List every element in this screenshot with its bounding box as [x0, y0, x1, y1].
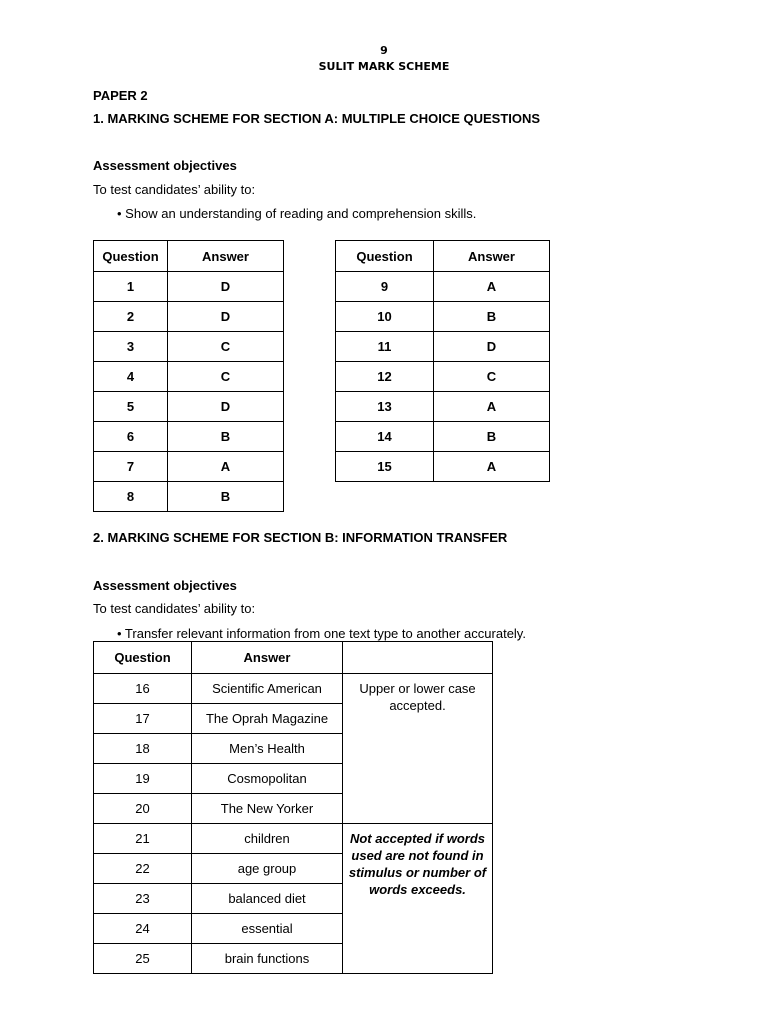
answer-cell: A — [434, 452, 550, 482]
section-a-objectives-heading: Assessment objectives — [93, 158, 237, 173]
table-row — [94, 674, 493, 704]
question-number: 4 — [94, 362, 168, 392]
column-header-question: Question — [94, 241, 168, 272]
answer-cell: age group — [192, 854, 343, 884]
table-row — [336, 392, 550, 422]
section-a-heading: 1. MARKING SCHEME FOR SECTION A: MULTIPLE CHOICE QUESTIONS — [93, 111, 541, 126]
answer-cell: D — [168, 392, 284, 422]
question-number: 23 — [94, 884, 192, 914]
answer-cell: Cosmopolitan — [192, 764, 343, 794]
column-header-answer: Answer — [192, 642, 343, 674]
question-number: 22 — [94, 854, 192, 884]
question-number: 11 — [336, 332, 434, 362]
column-header-question: Question — [94, 642, 192, 674]
answer-cell: B — [434, 302, 550, 332]
table-row — [94, 302, 284, 332]
question-number: 13 — [336, 392, 434, 422]
answer-cell: C — [168, 332, 284, 362]
answer-cell: Men’s Health — [192, 734, 343, 764]
section-b-objectives-heading: Assessment objectives — [93, 578, 237, 593]
column-header-remarks — [343, 642, 493, 674]
question-number: 9 — [336, 272, 434, 302]
question-number: 15 — [336, 452, 434, 482]
table-row — [336, 332, 550, 362]
question-number: 12 — [336, 362, 434, 392]
question-number: 19 — [94, 764, 192, 794]
table-row — [94, 362, 284, 392]
table-row — [336, 302, 550, 332]
question-number: 10 — [336, 302, 434, 332]
table-row — [94, 272, 284, 302]
question-number: 18 — [94, 734, 192, 764]
document-header: SULIT MARK SCHEME — [318, 60, 450, 73]
section-b-bullet: • Transfer relevant information from one text type to another accurately. — [117, 626, 526, 641]
column-header-answer: Answer — [168, 241, 284, 272]
answer-cell: A — [434, 392, 550, 422]
table-row — [336, 422, 550, 452]
question-number: 2 — [94, 302, 168, 332]
table-row — [336, 452, 550, 482]
answer-cell: C — [168, 362, 284, 392]
answer-cell: B — [168, 482, 284, 512]
question-number: 21 — [94, 824, 192, 854]
question-number: 5 — [94, 392, 168, 422]
answer-cell: C — [434, 362, 550, 392]
question-number: 3 — [94, 332, 168, 362]
question-number: 8 — [94, 482, 168, 512]
section-b-heading: 2. MARKING SCHEME FOR SECTION B: INFORMATION TRANSFER — [93, 530, 508, 545]
column-header-question: Question — [336, 241, 434, 272]
section-a-intro: To test candidates’ ability to: — [93, 182, 256, 197]
answer-cell: B — [434, 422, 550, 452]
section-b-answer-table — [93, 641, 493, 974]
answer-cell: A — [434, 272, 550, 302]
table-row — [336, 362, 550, 392]
answer-cell: brain functions — [192, 944, 343, 974]
remark-not-accepted: Not accepted if words used are not found in stimulus or number of words exceeds. — [343, 824, 493, 974]
question-number: 1 — [94, 272, 168, 302]
answer-cell: A — [168, 452, 284, 482]
question-number: 25 — [94, 944, 192, 974]
answer-cell: D — [434, 332, 550, 362]
question-number: 7 — [94, 452, 168, 482]
table-row — [94, 482, 284, 512]
remark-upper-lower-case: Upper or lower case accepted. — [343, 674, 493, 824]
paper-title: PAPER 2 — [93, 88, 148, 103]
question-number: 20 — [94, 794, 192, 824]
answer-cell: essential — [192, 914, 343, 944]
question-number: 14 — [336, 422, 434, 452]
page-number: 9 — [380, 44, 388, 57]
answer-cell: The Oprah Magazine — [192, 704, 343, 734]
table-row — [94, 452, 284, 482]
table-row — [94, 824, 493, 854]
table-row — [336, 272, 550, 302]
question-number: 16 — [94, 674, 192, 704]
section-a-bullet: • Show an understanding of reading and comprehension skills. — [117, 206, 477, 221]
section-a-answer-table-right — [335, 240, 550, 482]
section-a-answer-table-left — [93, 240, 284, 512]
question-number: 24 — [94, 914, 192, 944]
table-row — [94, 392, 284, 422]
question-number: 17 — [94, 704, 192, 734]
section-b-intro: To test candidates’ ability to: — [93, 601, 256, 616]
table-row — [94, 332, 284, 362]
column-header-answer: Answer — [434, 241, 550, 272]
answer-cell: children — [192, 824, 343, 854]
answer-cell: D — [168, 302, 284, 332]
question-number: 6 — [94, 422, 168, 452]
answer-cell: B — [168, 422, 284, 452]
answer-cell: D — [168, 272, 284, 302]
table-row — [94, 422, 284, 452]
answer-cell: The New Yorker — [192, 794, 343, 824]
answer-cell: balanced diet — [192, 884, 343, 914]
answer-cell: Scientific American — [192, 674, 343, 704]
